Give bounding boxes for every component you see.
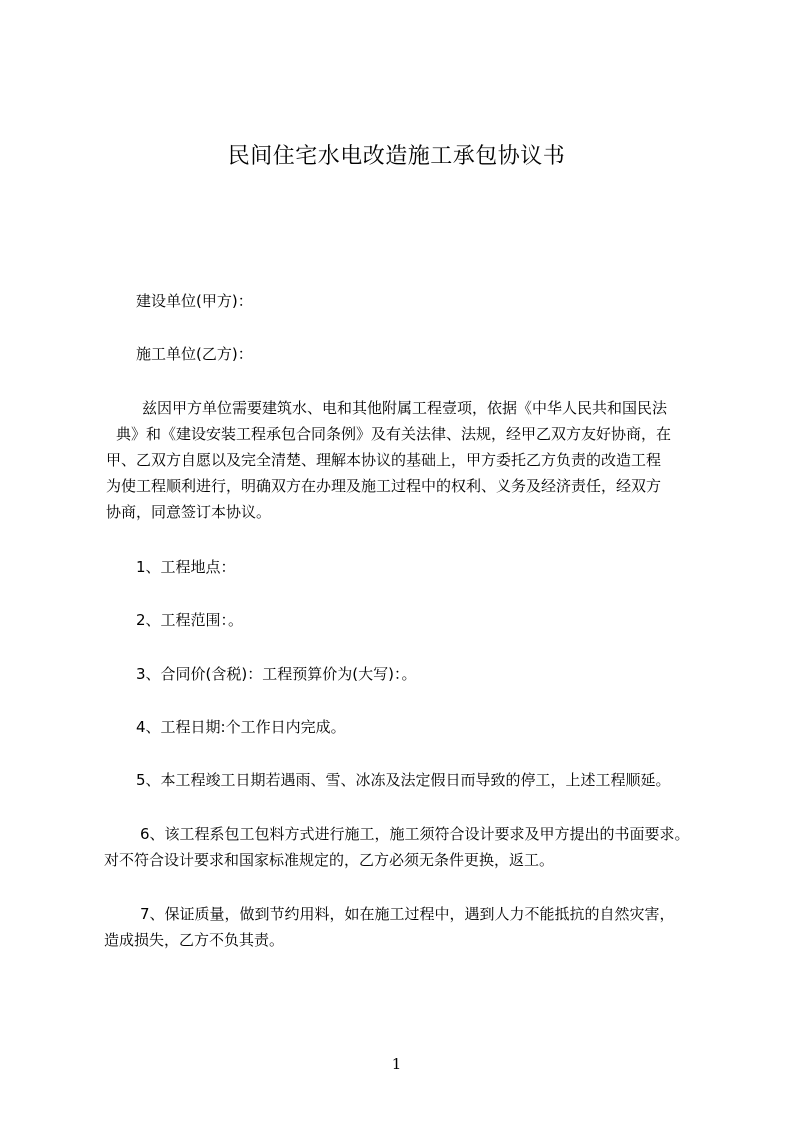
clause-5: 5、本工程竣工日期若遇雨、雪、冰冻及法定假日而导致的停工，上述工程顺延。 [136,771,671,789]
page-number: 1 [391,1055,402,1073]
intro-line: 甲、乙双方自愿以及完全清楚、理解本协议的基础上，甲方委托乙方负责的改造工程 [106,451,662,469]
clause-1: 1、工程地点： [136,558,236,576]
clause-2: 2、工程范围：。 [136,611,244,629]
document-title: 民间住宅水电改造施工承包协议书 [227,144,566,169]
clause-7 [104,904,675,956]
intro-paragraph [106,398,671,528]
intro-line: 兹因甲方单位需要建筑水、电和其他附属工程壹项，依据《中华人民共和国民法 [142,399,668,417]
intro-line: 协商，同意签订本协议。 [106,503,272,521]
clause-6-line: 对不符合设计要求和国家标准规定的，乙方必须无条件更换，返工。 [104,851,555,869]
clause-6-line: 6、该工程系包工包料方式进行施工，施工须符合设计要求及甲方提出的书面要求。 [140,825,690,843]
intro-line: 为使工程顺利进行，明确双方在办理及施工过程中的权利、义务及经济责任，经双方 [106,477,662,495]
intro-line: 典》和《建设安装工程承包合同条例》及有关法律、法规，经甲乙双方友好协商，在 [116,425,672,443]
clause-3: 3、合同价(含税)：工程预算价为(大写)：。 [136,665,417,683]
clause-7-line: 7、保证质量，做到节约用料，如在施工过程中，遇到人力不能抵抗的自然灾害， [140,905,675,923]
clause-7-line: 造成损失，乙方不负其责。 [104,931,285,949]
clause-4: 4、工程日期:个工作日内完成。 [136,718,346,736]
party-a-label: 建设单位(甲方)： [136,292,253,310]
party-b-label: 施工单位(乙方)： [136,345,253,363]
clause-6 [104,824,690,876]
